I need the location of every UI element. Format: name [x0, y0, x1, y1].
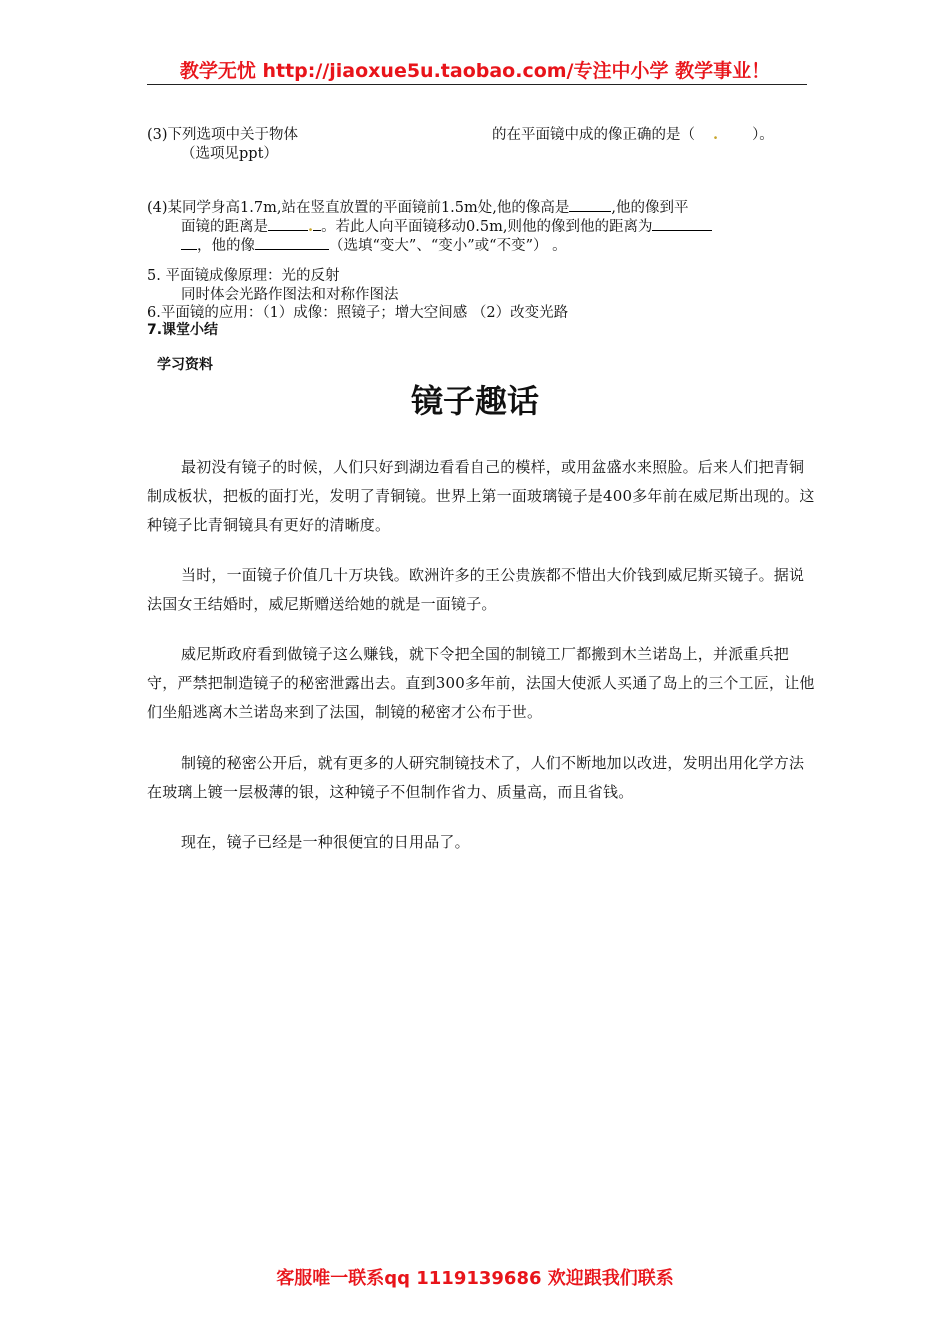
- article-paragraph: 威尼斯政府看到做镜子这么赚钱，就下令把全国的制镜工厂都搬到木兰诺岛上，并派重兵把守，严禁把制造镜子的秘密泄露出去。直到300多年前，法国大使派人买通了岛上的三个工匠，让他们坐船逃离木兰诺岛来到了法国，制镜的秘密才公布于世。: [147, 645, 815, 721]
- article-paragraph: 当时，一面镜子价值几十万块钱。欧洲许多的王公贵族都不惜出大价钱到威尼斯买镜子。据说法国女王结婚时，威尼斯赠送给她的就是一面镜子。: [147, 566, 805, 613]
- question-3-text: [492, 126, 774, 144]
- article-title: 镜子趣话: [410, 382, 539, 420]
- item-5-note: 同时体会光路作图法和对称作图法: [181, 287, 399, 303]
- item-5-principle: 5. 平面镜成像原理：光的反射: [147, 268, 340, 284]
- answer-blank-image-distance[interactable]: [268, 216, 308, 231]
- question-4-stem: (4)某同学身高1.7m,站在竖直放置的平面镜前1.5m处,他的像高是: [147, 200, 570, 216]
- question-3-note: （选项见ppt）: [181, 146, 278, 162]
- article-paragraph: 最初没有镜子的时候，人们只好到湖边看看自己的模样，或用盆盛水来照脸。后来人们把青铜制成板状，把板的面打光，发明了青铜镜。世界上第一面玻璃镜子是400多年前在威尼斯出现的。这种镜子比青铜镜具有更好的清晰度。: [147, 458, 815, 534]
- item-6-applications: 6.平面镜的应用：（1）成像：照镜子；增大空间感 （2）改变光路: [147, 305, 569, 321]
- question-4-distance-label: 面镜的距离是: [181, 219, 268, 235]
- item-7-summary: 7.课堂小结: [147, 322, 219, 338]
- question-4-image-label: ，他的像: [197, 238, 255, 254]
- question-3-end: ）。: [752, 127, 774, 143]
- article-paragraph: 制镜的秘密公开后，就有更多的人研究制镜技术了，人们不断地加以改进，发明出用化学方法在玻璃上镀一层极薄的银，这种镜子不但制作省力、质量高，而且省钱。: [147, 754, 805, 801]
- answer-blank-new-distance-cont[interactable]: [181, 235, 197, 250]
- article-paragraph: 现在，镜子已经是一种很便宜的日用品了。: [181, 833, 470, 851]
- question-4-move-text: 。若此人向平面镜移动0.5m,则他的像到他的距离为: [321, 219, 653, 235]
- answer-mark: .: [308, 218, 314, 235]
- question-4-line2: [181, 216, 712, 236]
- question-3-prefix: (3)下列选项中关于物体: [147, 127, 299, 143]
- question-4-line1: [147, 197, 688, 217]
- study-material-label: 学习资料: [157, 357, 213, 373]
- header-banner: 教学无忧 http://jiaoxue5u.taobao.com/专注中小学 教学事业！: [179, 60, 771, 82]
- answer-blank-image-height[interactable]: [569, 197, 611, 212]
- footer-contact: 客服唯一联系qq 1119139686 欢迎跟我们联系: [276, 1268, 674, 1289]
- question-4-line3: [181, 235, 567, 255]
- answer-blank-new-distance[interactable]: [652, 216, 712, 231]
- answer-blank-image-change[interactable]: [255, 235, 329, 250]
- question-3-stem: 的在平面镜中成的像正确的是（: [492, 127, 695, 143]
- answer-mark: .: [713, 126, 719, 143]
- question-4-continue: ,他的像到平: [611, 200, 689, 216]
- header-divider: [147, 84, 807, 85]
- question-4-options: （选填“变大”、“变小”或“不变”） 。: [329, 238, 567, 254]
